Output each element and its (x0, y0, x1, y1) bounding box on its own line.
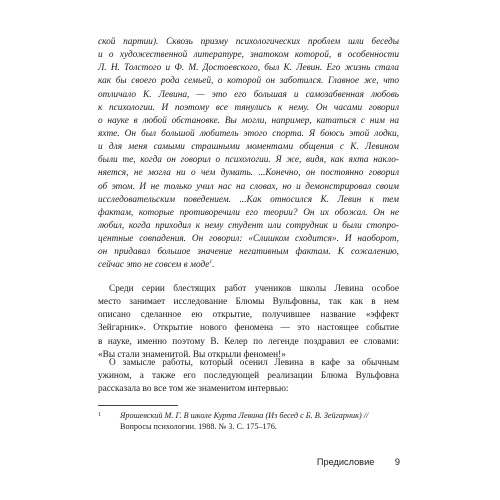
quote-line: и о художественной литературе, знатоком которой, в особенности (98, 50, 399, 61)
quote-line: центные совпадения. Он говорил: «Слишком сходится». И наоборот, (98, 234, 399, 245)
body-line: в науке, именно поэтому В. Келер по легенде поздравил ее словами: (98, 336, 399, 347)
footnote-text (98, 410, 399, 433)
quote-line: отличало К. Левина, — это его большая и самозабвенная любовь (98, 89, 399, 100)
quote-line: ской партии). Сквозь призму психологических проблем шли беседы (98, 37, 399, 47)
quote-line: были те, когда он говорил о психологии. Я же, видя, как яхта накло- (98, 155, 399, 166)
body-line: описано сделанное ею открытие, получившее название «эффект (98, 310, 399, 321)
quote-last-line: сейчас это не совсем в моде$^1$. (98, 259, 215, 271)
quote-line: как бы своего рода семьей, о которой он заботился. Главное же, что (98, 76, 399, 87)
body-line: «Вы стали знаменитой. Вы открыли феномен!» (98, 349, 286, 360)
footnote-divider (98, 405, 178, 406)
body-paragraph-1 (98, 283, 399, 362)
quote-line: яхте. Он был большой любитель этого спорта. Я боюсь этой лодки, (98, 128, 399, 139)
quote-line: фактам, которые противоречили его теории? Он их обожал. Он не (98, 207, 399, 218)
quote-line: Л. Н. Толстого и Ф. М. Достоевского, был К. Левин. Его жизнь стала (98, 63, 399, 74)
body-line: О замысле работы, который осенил Левина в кафе за обычным (109, 358, 399, 368)
page-number: 9 (394, 457, 400, 467)
quote-line: любил, когда приходил к нему студент или сотрудник и были стопро- (98, 220, 399, 231)
running-title: Предисловие (316, 457, 375, 467)
footnote (98, 410, 399, 433)
quote-line: исследовательским поведением. ...Как относился К. Левин к тем (98, 194, 399, 205)
footnote-citation: Ярошевский М. Г. В школе Курта Левина (Из бесед с Б. В. Зейгарник) // (120, 411, 369, 420)
quote-line: к психологии. И поэтому все тянулись к нему. Он часами говорил (98, 102, 399, 113)
page-footer (317, 457, 400, 467)
quote-line: и для меня самыми страшными моментами общения с К. Левином (98, 142, 399, 153)
body-line: место занимает исследование Блюмы Вульфовны, так как в нем (98, 297, 399, 308)
body-line: ужином, а также его последующей реализации Блюма Вульфовна (98, 371, 399, 382)
footnote-reference[interactable]: 1 (209, 259, 213, 266)
body-line: Зейгарник». Открытие нового феномена — это настоящее событие (98, 323, 399, 334)
quote-line: няется, не могла ни о чем думать. ...Конечно, он постоянно говорил (98, 168, 399, 179)
quote-line: о науке в любой обстановке. Вы могли, например, кататься с ним на (98, 115, 399, 126)
quote-line: он придавал большое значение негативным фактам. К сожалению, (98, 247, 399, 258)
body-paragraph-2 (98, 357, 399, 396)
body-line: Среди серии блестящих работ учеников школы Левина особое (109, 284, 399, 294)
interview-quote (98, 36, 399, 273)
footnote-source: Вопросы психологии. 1988. № 3. С. 175–176. (120, 422, 277, 432)
footnote-number: 1 (98, 412, 101, 418)
body-line: рассказала во все том же знаменитом интервью: (98, 384, 289, 395)
quote-line: об этом. И не только учил нас на словах, но и демонстрировал своим (98, 181, 399, 192)
